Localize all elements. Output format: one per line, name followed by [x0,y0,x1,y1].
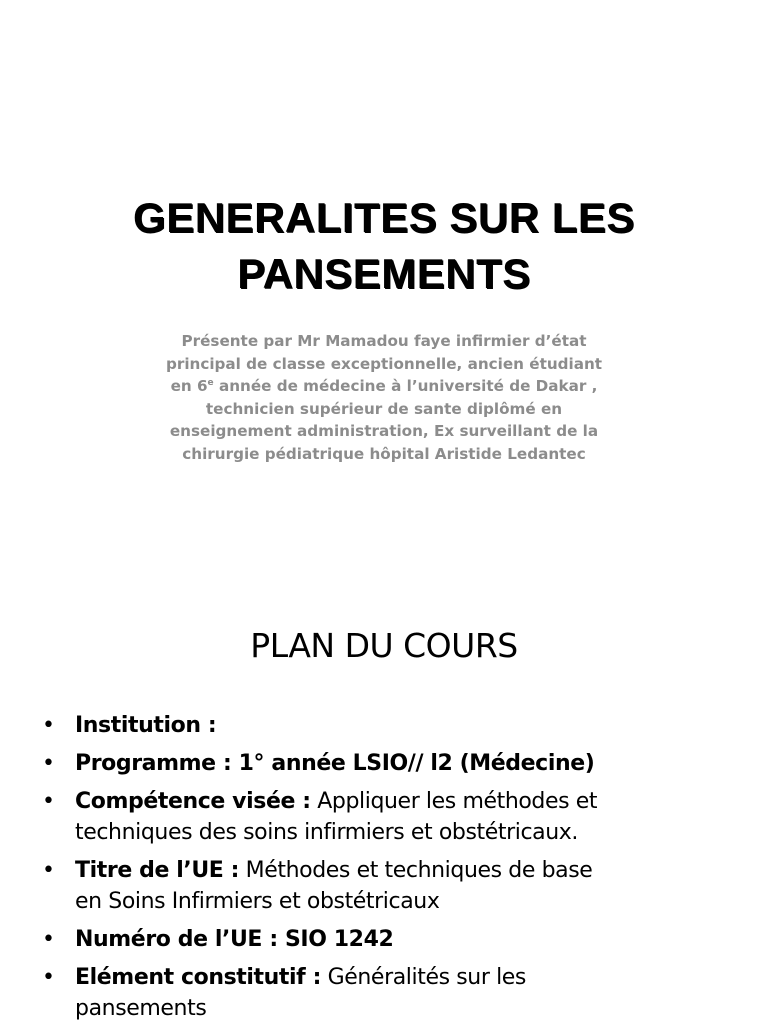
subtitle-line: chirurgie pédiatrique hôpital Aristide Ledantec [182,444,586,463]
plan-item-text: en Soins Infirmiers et obstétricaux [75,889,440,914]
plan-item-line [75,962,742,993]
plan-item-label: Programme : 1° année LSIO// l2 (Médecine) [75,751,595,776]
subtitle-line [110,375,658,398]
plan-item-text: techniques des soins infirmiers et obstétricaux. [75,820,579,845]
plan-item-label: Titre de l’UE : [75,858,240,883]
bullet-icon: • [42,965,55,990]
subtitle-line: principal de classe exceptionnelle, ancien étudiant [165,354,603,373]
plan-item-label: Compétence visée : [75,789,311,814]
subtitle-line: enseignement administration, Ex surveillant de la [169,422,599,440]
plan-item-line [75,855,742,886]
title-line-2: PANSEMENTS [237,250,531,297]
subtitle-line: technicien supérieur de sante diplômé en [205,399,563,418]
plan-item-text: Généralités sur les [321,965,526,990]
plan-item [42,748,742,779]
plan-title: PLAN DU COURS [250,626,518,665]
plan-item [42,962,742,1024]
plan-item-text: pansements [75,996,207,1021]
plan-item-label: Numéro de l’UE : SIO 1242 [75,927,394,952]
presentation-title [40,190,728,302]
plan-item-line [75,748,742,779]
plan-item-text: Appliquer les méthodes et [310,789,598,814]
subtitle-text: année de médecine à l’université de Dakar , [213,377,598,395]
subtitle-text: en 6 [170,377,208,395]
plan-item-text: Méthodes et techniques de base [239,858,593,883]
bullet-icon: • [42,713,55,738]
plan-item [42,786,742,848]
plan-bullet-list [42,710,742,1031]
course-plan-slide [0,576,768,1024]
subtitle-line: Présente par Mr Mamadou faye infirmier d’état [181,332,587,350]
bullet-icon: • [42,789,55,814]
bullet-icon: • [42,927,55,952]
presenter-subtitle [110,330,658,465]
bullet-icon: • [42,751,55,776]
plan-item-label: Institution : [75,713,217,738]
title-line-1: GENERALITES SUR LES [133,194,635,241]
superscript-e: e [207,378,214,388]
plan-item-line [75,786,742,817]
plan-item [42,855,742,917]
plan-item-line [75,710,742,741]
plan-item-label: Elément constitutif : [75,965,322,990]
plan-item [42,924,742,955]
plan-item-line [75,924,742,955]
bullet-icon: • [42,858,55,883]
plan-item [42,710,742,741]
